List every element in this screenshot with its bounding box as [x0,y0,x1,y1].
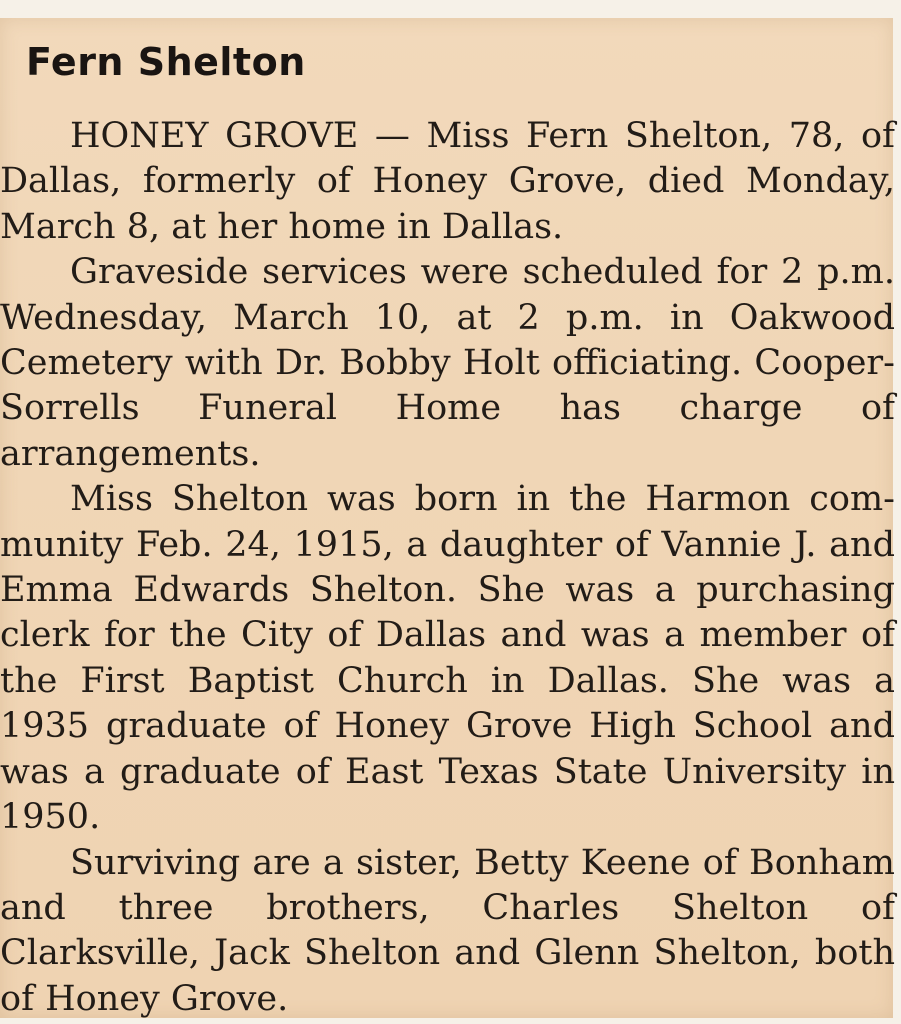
newspaper-clipping [0,18,893,1018]
paragraph-biography: Miss Shelton was born in the Harmon community Feb. 24, 1915, a daughter of Vannie J. and Emma Edwards Shelton. She was a purchasing clerk for the City of Dallas and was a member of the First Baptist Church in Dallas. She was a 1935 graduate of Honey Grove High School and was a graduate of East Texas State University in 1950. [0,479,895,838]
paragraph-death-notice: HONEY GROVE — Miss Fern Shelton, 78, of Dallas, formerly of Honey Grove, died Monday, March 8, at her home in Dallas. [0,116,895,247]
obituary-body [0,114,895,1022]
paragraph-services: Graveside services were scheduled for 2 p.m. Wednesday, March 10, at 2 p.m. in Oakwood Cemetery with Dr. Bobby Holt officiating. Cooper-Sorrells Funeral Home has charge of arrangements. [0,252,895,474]
paragraph-survivors: Surviving are a sister, Betty Keene of Bonham and three brothers, Charles Shelton of Clarksville, Jack Shelton and Glenn Shelton, both of Honey Grove. [0,842,895,1019]
obituary-headline: Fern Shelton [26,40,306,84]
